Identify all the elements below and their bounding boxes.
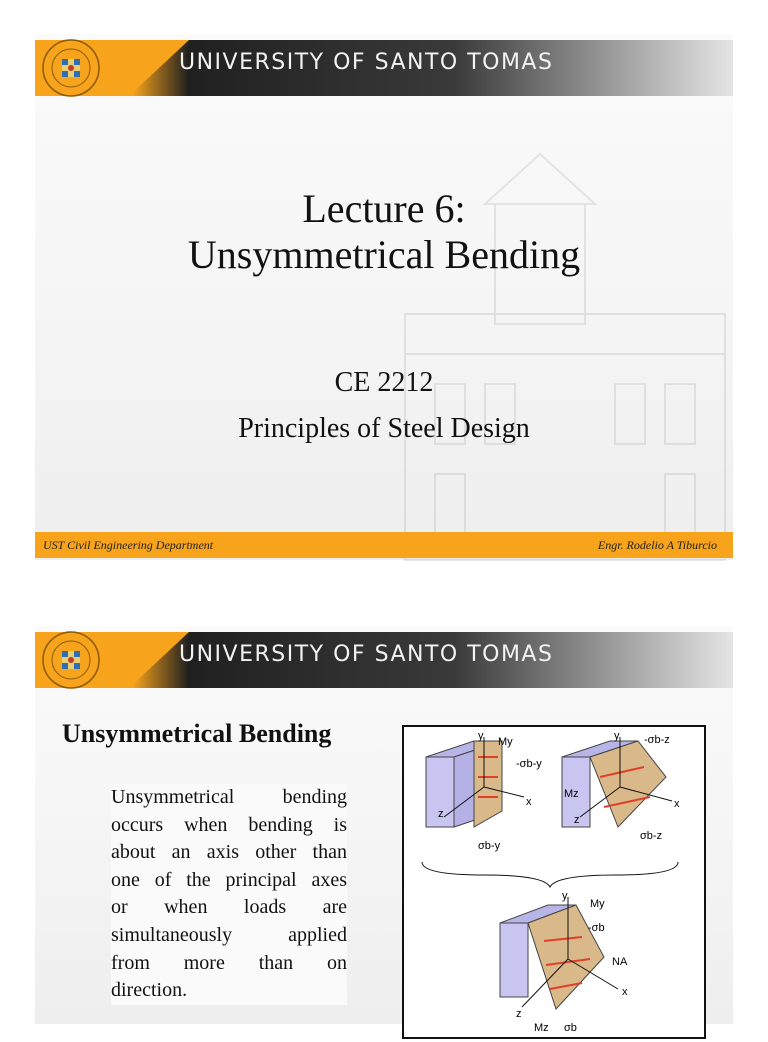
lecture-title — [35, 186, 733, 278]
paragraph-line: or when loads are — [111, 896, 347, 919]
combination-brace — [422, 862, 678, 887]
course-info — [35, 360, 733, 452]
department-label: UST Civil Engineering Department — [43, 538, 214, 552]
university-title: UNIVERSITY OF SANTO TOMAS — [179, 50, 554, 75]
label-z: z — [574, 814, 580, 826]
label-mz: Mz — [564, 788, 579, 800]
slide-footer — [35, 532, 733, 558]
paragraph-line: simultaneously applied — [111, 923, 347, 946]
label-sigma-b-neg: -σb — [588, 922, 605, 934]
label-y: y — [614, 730, 620, 742]
content-slide — [35, 626, 733, 1034]
title-slide — [35, 34, 733, 560]
slide-heading: Unsymmetrical Bending — [62, 719, 332, 748]
paragraph-line: about an axis other than — [111, 841, 347, 864]
university-banner — [35, 626, 733, 694]
paragraph-line: from more than on — [111, 951, 347, 974]
label-z: z — [438, 808, 444, 820]
course-code: CE 2212 — [334, 367, 434, 398]
block-combined — [500, 897, 618, 1009]
bending-diagram — [402, 725, 706, 1039]
lecture-topic: Unsymmetrical Bending — [187, 232, 581, 277]
university-seal-icon — [41, 630, 101, 690]
label-sigma-bz-neg: -σb-z — [644, 734, 670, 746]
label-x: x — [674, 798, 680, 810]
lecture-number: Lecture 6: — [302, 186, 466, 231]
label-z: z — [516, 1008, 522, 1020]
label-y: y — [562, 890, 568, 902]
paragraph-line: occurs when bending is — [111, 813, 347, 836]
label-my: My — [590, 898, 605, 910]
university-title: UNIVERSITY OF SANTO TOMAS — [179, 642, 554, 667]
label-sigma-bz: σb-z — [640, 830, 663, 842]
label-y: y — [478, 730, 484, 742]
paragraph-line: Unsymmetrical bending — [111, 786, 347, 808]
label-x: x — [622, 986, 628, 998]
author-label: Engr. Rodelio A Tiburcio — [597, 538, 717, 552]
paragraph-line: direction. — [111, 979, 188, 1002]
label-sigma-by: σb-y — [478, 840, 501, 852]
label-sigma-by-neg: -σb-y — [516, 758, 542, 770]
label-na: NA — [612, 956, 628, 968]
label-sigma-b: σb — [564, 1022, 577, 1034]
university-seal-icon — [41, 38, 101, 98]
label-x: x — [526, 796, 532, 808]
definition-paragraph — [111, 784, 347, 1005]
university-banner — [35, 34, 733, 102]
course-name: Principles of Steel Design — [238, 413, 530, 444]
paragraph-line: one of the principal axes — [111, 868, 347, 891]
label-my: My — [498, 736, 513, 748]
label-mz: Mz — [534, 1022, 549, 1034]
